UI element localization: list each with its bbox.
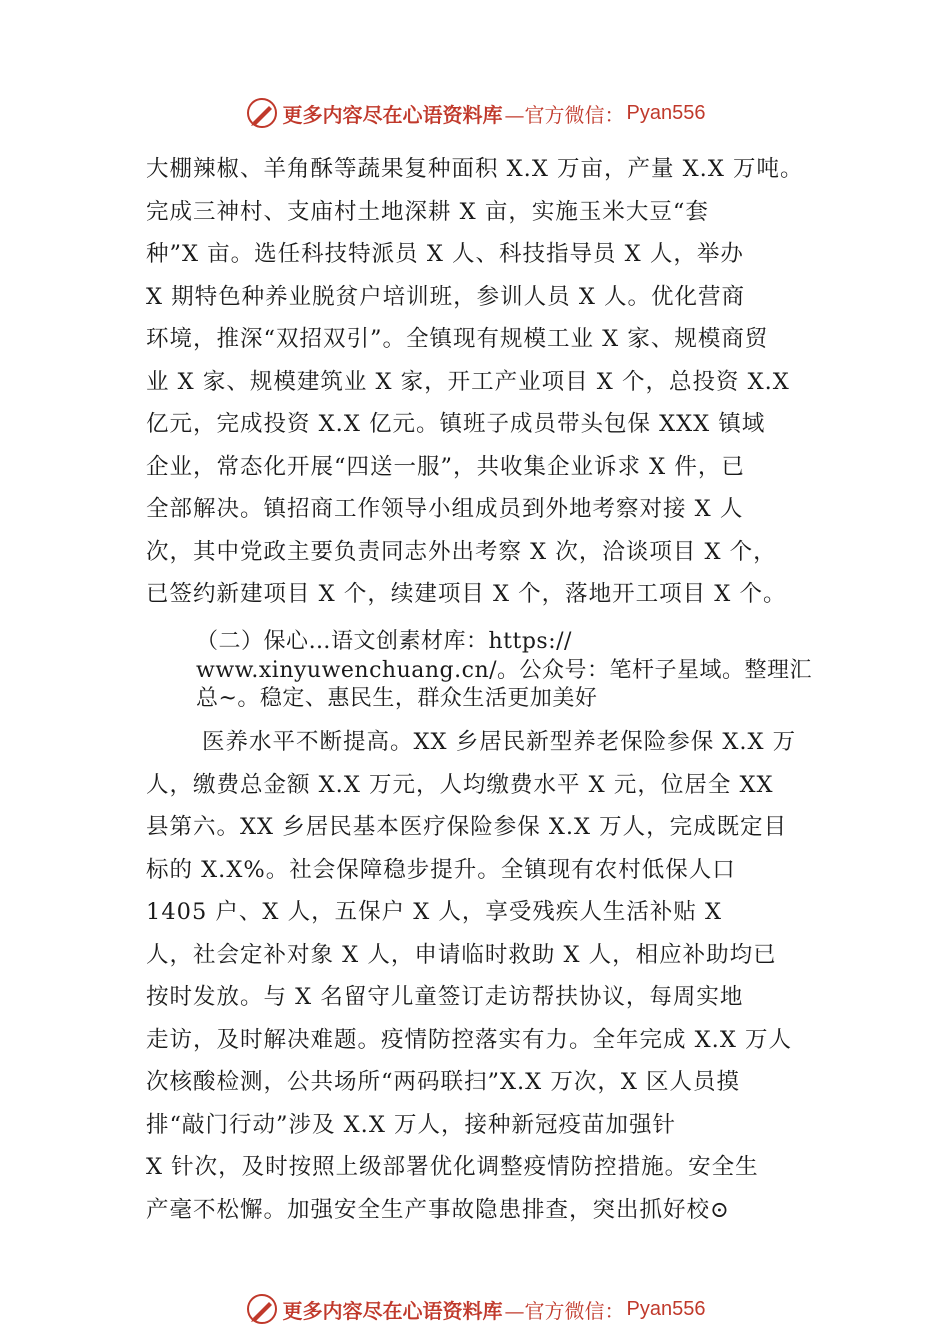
text-line: 人，缴费总金额 X.X 万元，人均缴费水平 X 元，位居全 XX xyxy=(146,771,774,798)
footer-wechat: Pyan556 xyxy=(626,1297,706,1320)
heading-line: www.xinyuwenchuang.cn/。公众号：笔杆子星域。整理汇 xyxy=(196,657,813,683)
text-line: 全部解决。镇招商工作领导小组成员到外地考察对接 X 人 xyxy=(146,496,744,522)
header-dash: —官方微信： xyxy=(504,102,625,127)
text-line: 种”X 亩。选任科技特派员 X 人、科技指导员 X 人，举办 xyxy=(146,241,744,267)
text-line: 医养水平不断提高。XX 乡居民新型养老保险参保 X.X 万 xyxy=(202,729,797,755)
text-line: 环境，推深“双招双引”。全镇现有规模工业 X 家、规模商贸 xyxy=(146,326,769,352)
text-line: 完成三神村、支庙村土地深耕 X 亩，实施玉米大豆“套 xyxy=(146,198,709,225)
header-banner xyxy=(0,93,950,133)
footer-banner xyxy=(0,1289,950,1329)
text-line: 大棚辣椒、羊角酥等蔬果复种面积 X.X 万亩，产量 X.X 万吨。 xyxy=(146,156,804,182)
text-line: 已签约新建项目 X 个，续建项目 X 个，落地开工项目 X 个。 xyxy=(146,581,787,607)
text-line: 标的 X.X%。社会保障稳步提升。全镇现有农村低保人口 xyxy=(146,856,736,883)
text-line: 1405 户、X 人，五保户 X 人，享受残疾人生活补贴 X xyxy=(146,899,723,925)
text-line: 业 X 家、规模建筑业 X 家，开工产业项目 X 个，总投资 X.X xyxy=(146,368,790,395)
text-line: 按时发放。与 X 名留守儿童签订走访帮扶协议，每周实地 xyxy=(146,984,744,1010)
pen-logo-icon xyxy=(245,1292,279,1326)
text-line: X 期特色种养业脱贫户培训班，参训人员 X 人。优化营商 xyxy=(146,283,745,310)
header-wechat: Pyan556 xyxy=(626,101,706,124)
footer-brand: 更多内容尽在心语资料库 xyxy=(282,1298,503,1323)
text-line: 排“敲门行动”涉及 X.X 万人，接种新冠疫苗加强针 xyxy=(146,1111,676,1138)
paragraph-1 xyxy=(146,148,836,616)
text-line: 人，社会定补对象 X 人，申请临时救助 X 人，相应补助均已 xyxy=(146,941,777,968)
text-line: 亿元，完成投资 X.X 亿元。镇班子成员带头包保 XXX 镇域 xyxy=(146,411,766,437)
heading-line: （二）保心…语文创素材库：https:// xyxy=(196,629,572,654)
pen-logo-icon xyxy=(245,96,279,130)
text-line: 产毫不松懈。加强安全生产事故隐患排查，突出抓好校⊙ xyxy=(146,1196,730,1223)
heading-line: 总~。稳定、惠民生，群众生活更加美好 xyxy=(196,686,598,711)
section-heading xyxy=(196,628,846,714)
header-brand: 更多内容尽在心语资料库 xyxy=(282,102,503,127)
text-line: 企业，常态化开展“四送一服”，共收集企业诉求 X 件，已 xyxy=(146,453,745,480)
paragraph-2 xyxy=(146,721,836,1231)
text-line: 走访，及时解决难题。疫情防控落实有力。全年完成 X.X 万人 xyxy=(146,1026,792,1053)
text-line: 县第六。XX 乡居民基本医疗保险参保 X.X 万人，完成既定目 xyxy=(146,814,788,840)
text-line: 次，其中党政主要负责同志外出考察 X 次，洽谈项目 X 个， xyxy=(146,538,777,565)
text-line: X 针次，及时按照上级部署优化调整疫情防控措施。安全生 xyxy=(146,1154,759,1180)
text-line: 次核酸检测，公共场所“两码联扫”X.X 万次，X 区人员摸 xyxy=(146,1069,741,1095)
footer-dash: —官方微信： xyxy=(504,1298,625,1323)
